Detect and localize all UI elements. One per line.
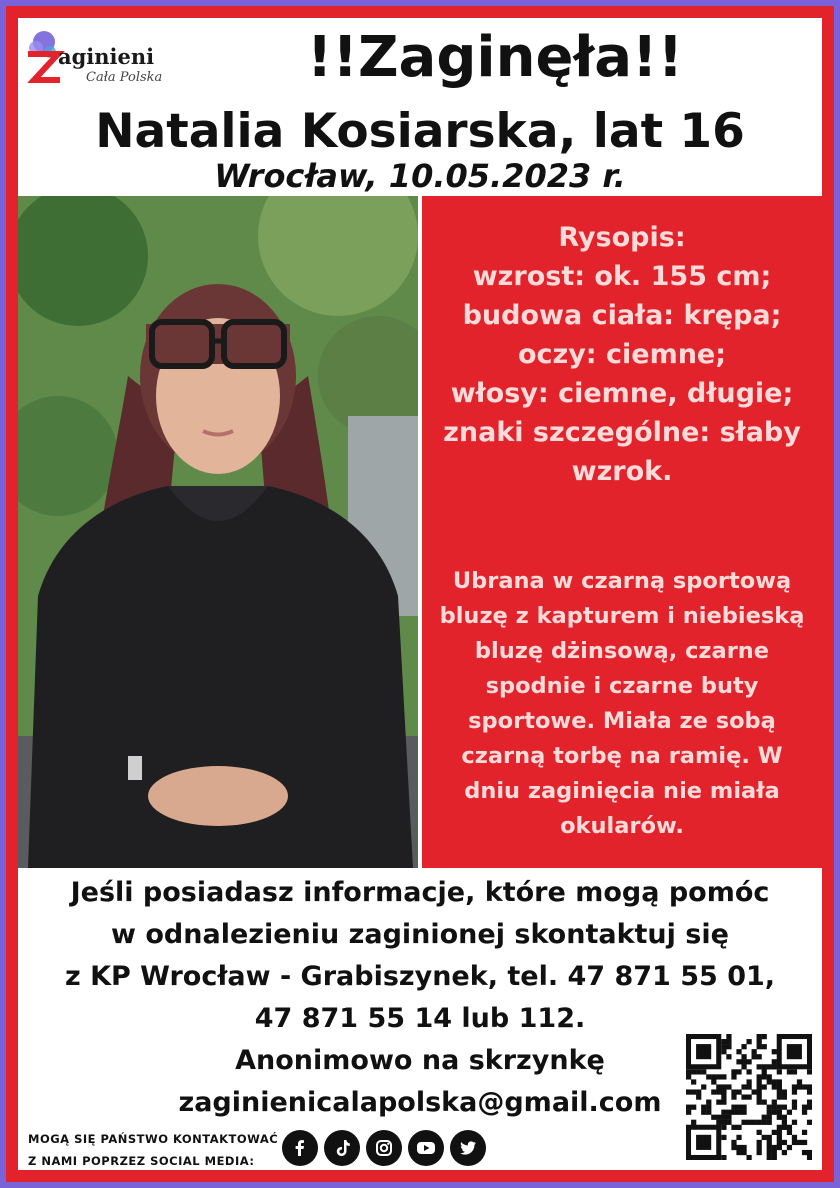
contact-line: Jeśli posiadasz informacje, które mogą pomóc <box>70 877 770 908</box>
contact-line: w odnalezieniu zaginionej skontaktuj się <box>111 919 729 950</box>
instagram-icon[interactable] <box>366 1130 402 1166</box>
logo <box>22 24 172 94</box>
description-panel <box>422 196 822 868</box>
headline: !!Zaginęła!! <box>306 25 684 90</box>
qr-code-graphic <box>686 1034 812 1160</box>
description-heading: Rysopis: <box>558 222 686 253</box>
twitter-icon[interactable] <box>450 1130 486 1166</box>
description-line: wzrok. <box>571 456 673 487</box>
qr-code[interactable] <box>686 1034 812 1160</box>
logo-subtitle: Cała Polska <box>86 70 163 85</box>
contact-line: Anonimowo na skrzynkę <box>235 1045 605 1076</box>
social-caption-line: Z NAMI POPRZEZ SOCIAL MEDIA: <box>28 1154 255 1168</box>
description-list <box>428 218 816 491</box>
contact-email[interactable]: zaginienicalapolska@gmail.com <box>178 1087 662 1118</box>
description-line: budowa ciała: krępa; <box>462 300 782 331</box>
social-icons <box>282 1130 486 1166</box>
description-line: wzrost: ok. 155 cm; <box>472 261 772 292</box>
social-caption-line: MOGĄ SIĘ PAŃSTWO KONTAKTOWAĆ <box>28 1132 279 1146</box>
place-date: Wrocław, 10.05.2023 r. <box>214 157 626 195</box>
youtube-icon[interactable] <box>408 1130 444 1166</box>
description-line: znaki szczególne: słaby <box>443 417 801 448</box>
person-photo <box>18 196 418 868</box>
description-line: włosy: ciemne, długie; <box>450 378 794 409</box>
person-name: Natalia Kosiarska, lat 16 <box>95 104 745 159</box>
contact-line: 47 871 55 14 lub 112. <box>254 1003 586 1034</box>
tiktok-icon[interactable] <box>324 1130 360 1166</box>
description-line: oczy: ciemne; <box>517 339 727 370</box>
social-media-caption <box>28 1128 278 1172</box>
clothing-description: Ubrana w czarną sportową bluzę z kapturem i niebieską bluzę dżinsową, czarne spodnie i czarne buty sportowe. Miała ze sobą czarną torbę na ramię. W dniu zaginięcia nie miała okularów. <box>439 568 805 839</box>
logo-title: aginieni <box>58 44 155 69</box>
contact-line: z KP Wrocław - Grabiszynek, tel. 47 871 55 01, <box>64 961 776 992</box>
facebook-icon[interactable] <box>282 1130 318 1166</box>
